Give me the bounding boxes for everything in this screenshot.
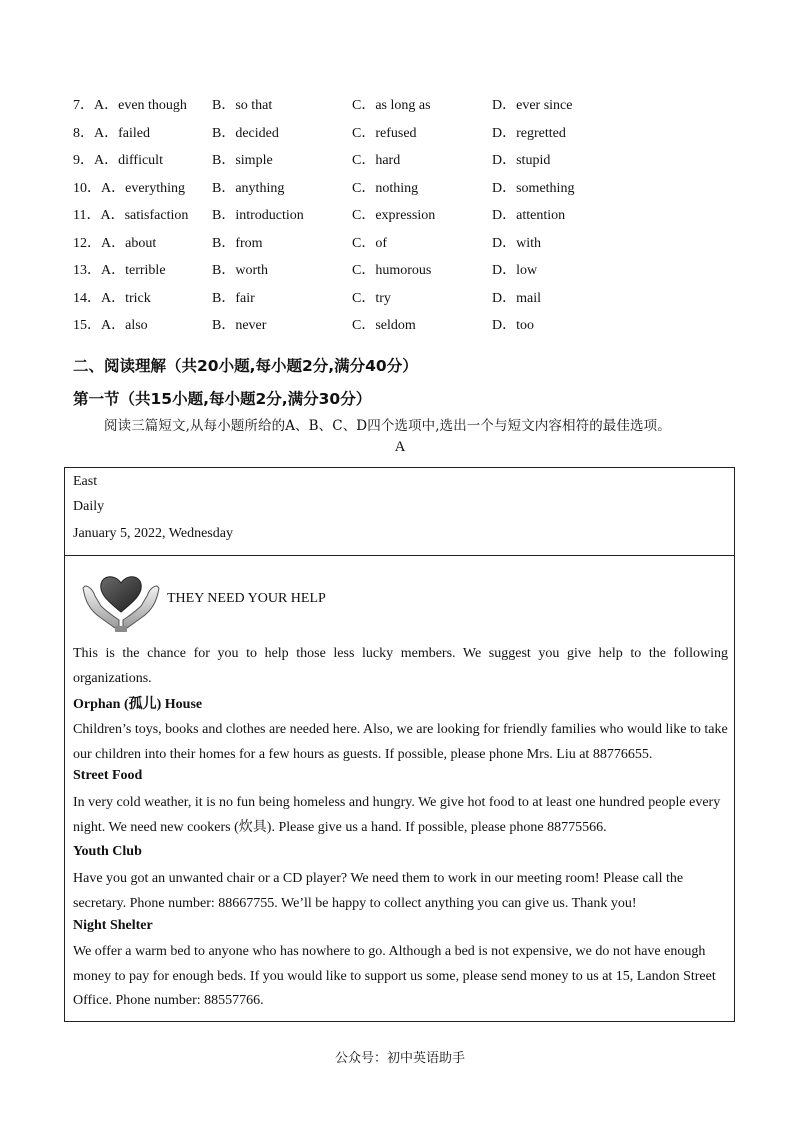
org-text-orphan-house: Children’s toys, books and clothes are needed here. Also, we are looking for friendly families who would like to take our children into their homes for a few hours as guests. If possible, please phone Mrs. Liu at 88776655. <box>73 722 728 762</box>
heart-hands-icon <box>79 566 163 634</box>
option-a: 11．A．satisfaction <box>73 208 189 223</box>
org-text-youth-club: Have you got an unwanted chair or a CD player? We need them to work in our meeting room! Please call the secretary. Phone number: 88667755. We’ll be happy to collect anything you can give us. Thank you! <box>73 871 684 911</box>
option-d: D．too <box>492 318 534 333</box>
option-c: C．hard <box>352 153 401 168</box>
option-b: B．simple <box>212 153 273 168</box>
option-a: 15．A．also <box>73 318 148 333</box>
option-b: B．from <box>212 236 263 251</box>
option-b: B．fair <box>212 291 255 306</box>
option-d: D．low <box>492 263 538 278</box>
option-b: B．worth <box>212 263 268 278</box>
passage-label: A <box>394 439 406 455</box>
newspaper-name-line1: East <box>73 474 98 489</box>
option-c: C．humorous <box>352 263 432 278</box>
option-b: B．introduction <box>212 208 304 223</box>
section-title: 二、阅读理解（共20小题,每小题2分,满分40分） <box>73 357 418 375</box>
option-a: 7．A．even though <box>73 98 187 113</box>
option-d: D．mail <box>492 291 541 306</box>
intro-paragraph: This is the chance for you to help those less lucky members. We suggest you give help to the following organizations. <box>73 646 728 686</box>
headline: THEY NEED YOUR HELP <box>167 591 326 606</box>
org-name-orphan-house: Orphan (孤儿) House <box>73 697 203 712</box>
option-a: 14．A．trick <box>73 291 151 306</box>
newspaper-date: January 5, 2022, Wednesday <box>73 526 233 541</box>
option-a: 10．A．everything <box>73 181 185 196</box>
org-text-street-food: In very cold weather, it is no fun being homeless and hungry. We give hot food to at least one hundred people every night. We need new cookers (炊具). Please give us a hand. If possible, please phone 88775566. <box>73 795 721 835</box>
option-b: B．never <box>212 318 267 333</box>
org-name-youth-club: Youth Club <box>73 844 142 859</box>
option-c: C．as long as <box>352 98 431 113</box>
newspaper-header-box <box>64 467 735 556</box>
option-c: C．expression <box>352 208 436 223</box>
option-d: D．ever since <box>492 98 573 113</box>
option-a: 9．A．difficult <box>73 153 163 168</box>
newspaper-body-box <box>64 555 735 1022</box>
option-c: C．of <box>352 236 387 251</box>
option-d: D．something <box>492 181 575 196</box>
option-c: C．refused <box>352 126 417 141</box>
option-a: 13．A．terrible <box>73 263 166 278</box>
option-d: D．attention <box>492 208 566 223</box>
option-a: 12．A．about <box>73 236 157 251</box>
option-c: C．nothing <box>352 181 419 196</box>
org-text-night-shelter: We offer a warm bed to anyone who has nowhere to go. Although a bed is not expensive, we do not have enough money to pay for enough beds. If you would like to support us some, please send money to us at 15, Landon Street Office. Phone number: 88557766. <box>73 944 716 1008</box>
option-c: C．try <box>352 291 391 306</box>
option-b: B．decided <box>212 126 279 141</box>
org-name-street-food: Street Food <box>73 768 143 783</box>
option-d: D．stupid <box>492 153 551 168</box>
org-name-night-shelter: Night Shelter <box>73 918 153 933</box>
newspaper-name-line2: Daily <box>73 499 105 514</box>
option-d: D．with <box>492 236 541 251</box>
option-d: D．regretted <box>492 126 566 141</box>
option-b: B．so that <box>212 98 273 113</box>
option-a: 8．A．failed <box>73 126 150 141</box>
footer-text: 公众号：初中英语助手 <box>334 1051 465 1066</box>
part-title: 第一节（共15小题,每小题2分,满分30分） <box>73 390 372 408</box>
option-b: B．anything <box>212 181 285 196</box>
option-c: C．seldom <box>352 318 416 333</box>
instructions: 阅读三篇短文,从每小题所给的A、B、C、D四个选项中,选出一个与短文内容相符的最佳选项。 <box>104 418 671 434</box>
